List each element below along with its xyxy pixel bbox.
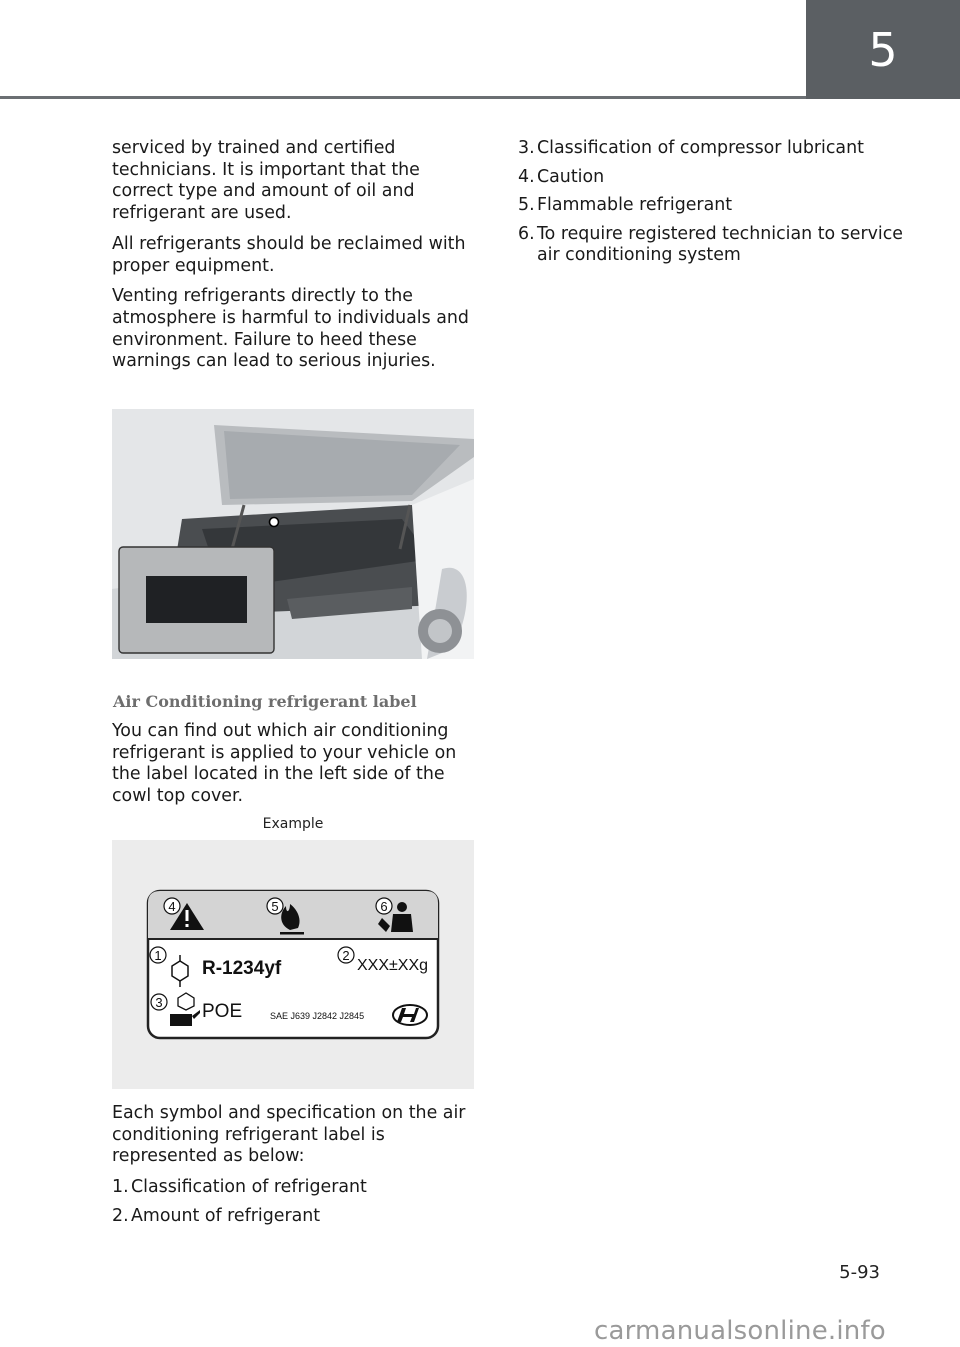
list-item-number: 5. [518, 195, 535, 215]
paragraph: Each symbol and specification on the air conditioning refrigerant label is represented as below: [112, 1103, 466, 1167]
marker-6 [376, 898, 392, 914]
list-item-number: 2. [112, 1205, 129, 1226]
header-rule [0, 96, 806, 99]
list-item-text: Caution [537, 166, 605, 187]
chapter-tab: 5 [806, 0, 960, 99]
list-item [112, 1177, 474, 1199]
standards-text: SAE J639 J2842 J2845 [270, 1011, 365, 1021]
refrigerant-amount: XXX±XXg [357, 957, 429, 974]
list-item-number: 6. [518, 223, 535, 244]
list-item-number: 4. [518, 166, 535, 187]
list-item [518, 195, 918, 217]
list-item-text: To require registered technician to service air conditioning system [537, 223, 903, 266]
label-explanation [112, 1103, 474, 1234]
section-body [112, 721, 474, 817]
section-title: Air Conditioning refrigerant label [113, 692, 417, 711]
example-caption: Example [262, 816, 324, 832]
marker-2 [338, 947, 354, 963]
page-number: 5-93 [839, 1262, 880, 1283]
label-items-list-right [518, 138, 918, 267]
left-column-intro [112, 138, 474, 382]
marker-5 [267, 898, 283, 914]
watermark: carmanualsonline.info [594, 1316, 886, 1346]
engine-bay-illustration [112, 409, 474, 659]
list-item [518, 167, 918, 189]
paragraph: You can find out which air conditioning refrigerant is applied to your vehicle on the label located in the left side of the cowl top cover. [112, 721, 457, 807]
list-item-number: 1. [112, 1177, 129, 1198]
list-item [518, 138, 918, 160]
list-item-text: Classification of compressor lubricant [537, 138, 864, 158]
paragraph: All refrigerants should be reclaimed with proper equipment. [112, 233, 466, 276]
marker-3 [151, 994, 167, 1010]
right-column [518, 138, 918, 274]
list-item-text: Classification of refrigerant [131, 1177, 367, 1198]
label-items-list-left [112, 1177, 474, 1227]
marker-4 [164, 898, 180, 914]
refrigerant-type: R-1234yf [202, 958, 282, 979]
list-item-number: 3. [518, 138, 535, 158]
svg-text:2: 2 [342, 948, 350, 963]
paragraph: serviced by trained and certified technicians. It is important that the correct type and amount of oil and refrigerant are used. [112, 138, 420, 224]
svg-text:1: 1 [154, 948, 162, 963]
svg-text:5: 5 [271, 899, 279, 914]
marker-1 [150, 947, 166, 963]
list-item [112, 1206, 474, 1228]
list-item-text: Amount of refrigerant [131, 1205, 321, 1226]
lubricant-type: POE [202, 1001, 243, 1022]
list-item-text: Flammable refrigerant [537, 195, 733, 215]
list-item [518, 224, 918, 267]
refrigerant-label-illustration [112, 840, 474, 1089]
paragraph: Venting refrigerants directly to the atmosphere is harmful to individuals and environment. Failure to heed these warnings can lead to serious injuries. [112, 286, 469, 372]
svg-text:6: 6 [380, 899, 388, 914]
svg-text:4: 4 [168, 899, 176, 914]
svg-text:3: 3 [155, 995, 163, 1010]
